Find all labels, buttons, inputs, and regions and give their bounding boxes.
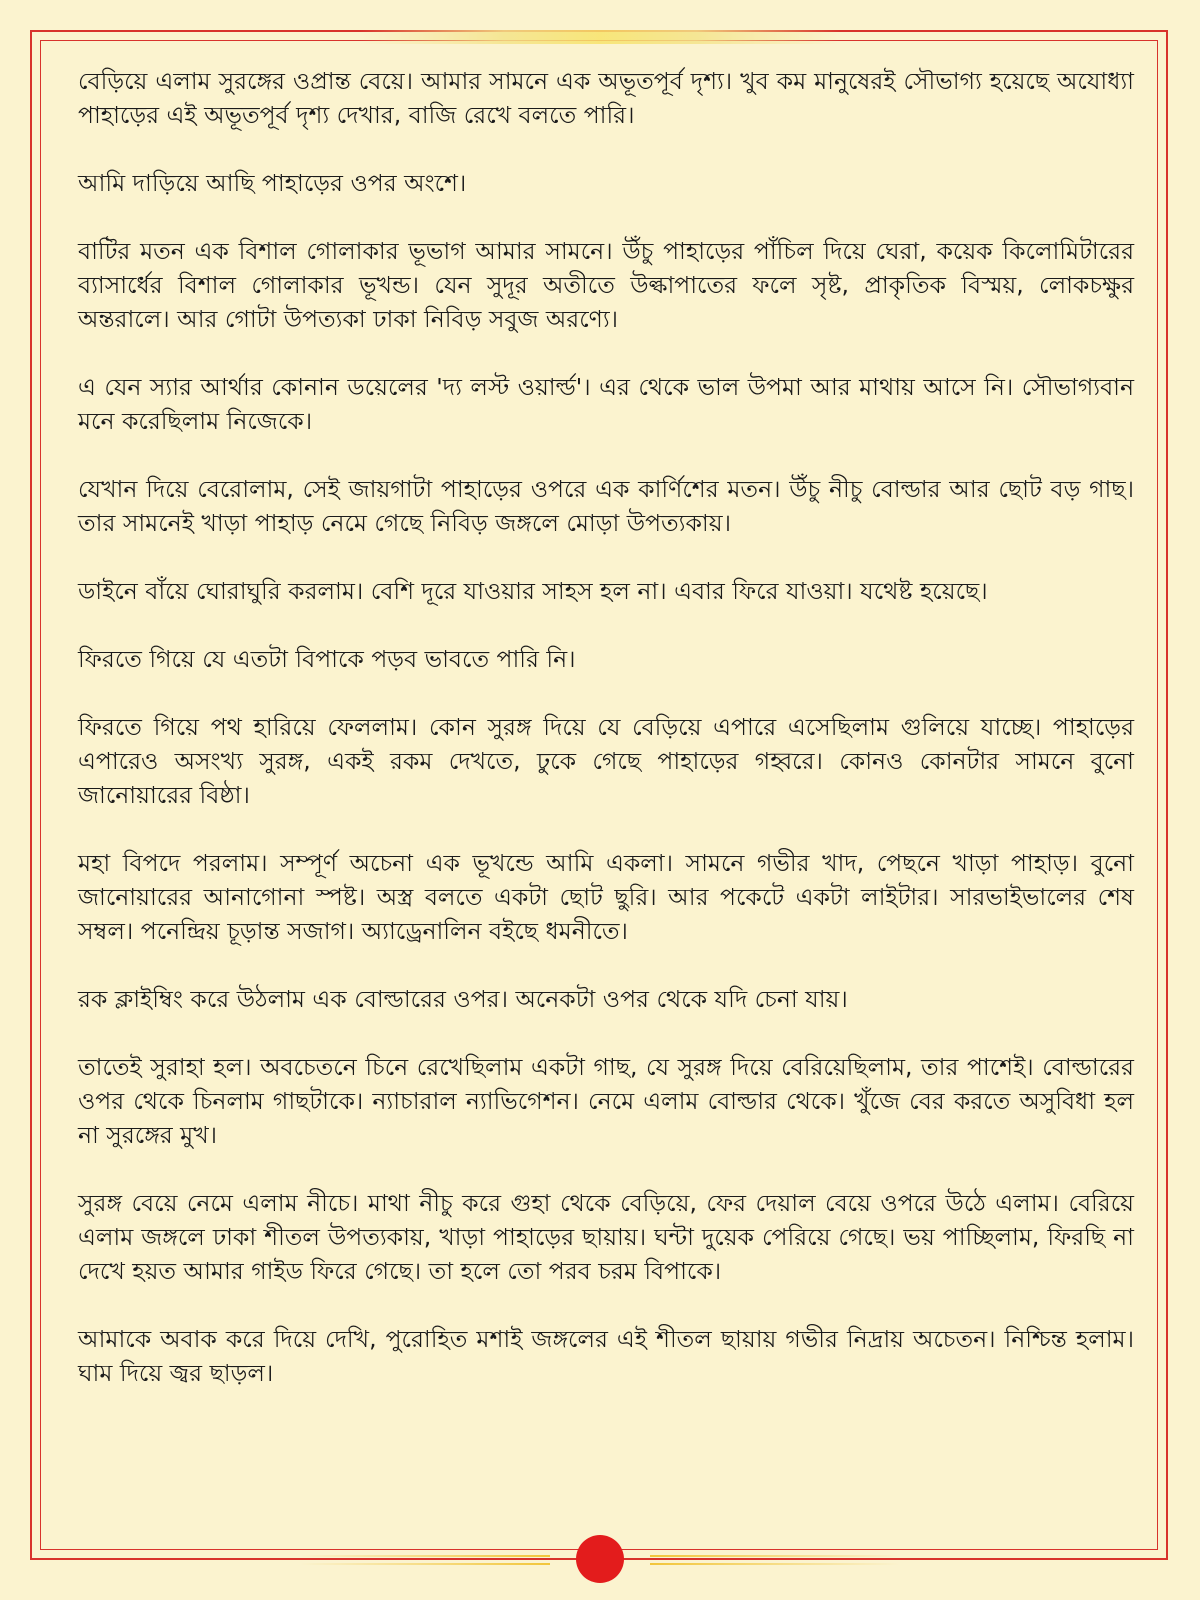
paragraph-2: আমি দাড়িয়ে আছি পাহাড়ের ওপর অংশে। bbox=[78, 169, 467, 197]
paragraph-3: বাটির মতন এক বিশাল গোলাকার ভূভাগ আমার সামনে। উঁচু পাহাড়ের পাঁচিল দিয়ে ঘেরা, কয়েক কিলোমিটারের ব্যাসার্ধের বিশাল গোলাকার ভূখন্ড। যেন সুদূর অতীতে উল্কাপাতের ফলে সৃষ্ট, প্রাকৃতিক বিস্ময়, লোকচক্ষুর অন্তরালে। আর গোটা উপত্যকা ঢাকা নিবিড় সবুজ অরণ্যে। bbox=[78, 237, 1134, 333]
paragraph-9: মহা বিপদে পরলাম। সম্পূর্ণ অচেনা এক ভূখন্ডে আমি একলা। সামনে গভীর খাদ, পেছনে খাড়া পাহাড়। বুনো জানোয়ারের আনাগোনা স্পষ্ট। অস্ত্র বলতে একটা ছোট ছুরি। আর পকেটে একটা লাইটার। সারভাইভালের শেষ সম্বল। পনেন্দ্রিয় চূড়ান্ত সজাগ। অ্যাড্রেনালিন বইছে ধমনীতে। bbox=[78, 849, 1134, 945]
paragraph-7: ফিরতে গিয়ে যে এতটা বিপাকে পড়ব ভাবতে পারি নি। bbox=[78, 645, 576, 673]
ornament-line-right-top bbox=[650, 1555, 900, 1557]
paragraph-12: সুরঙ্গ বেয়ে নেমে এলাম নীচে। মাথা নীচু করে গুহা থেকে বেড়িয়ে, ফের দেয়াল বেয়ে ওপরে উঠে এলাম। বেরিয়ে এলাম জঙ্গলে ঢাকা শীতল উপত্যকায়, খাড়া পাহাড়ের ছায়ায়। ঘন্টা দুয়েক পেরিয়ে গেছে। ভয় পাচ্ছিলাম, ফিরছি না দেখে হয়ত আমার গাইড ফিরে গেছে। তা হলে তো পরব চরম বিপাকে। bbox=[78, 1189, 1134, 1285]
ornament-line-left-bottom bbox=[300, 1563, 550, 1565]
ornament-line-left-top bbox=[300, 1555, 550, 1557]
ornament-line-right-bottom bbox=[650, 1563, 900, 1565]
paragraph-8: ফিরতে গিয়ে পথ হারিয়ে ফেললাম। কোন সুরঙ্গ দিয়ে যে বেড়িয়ে এপারে এসেছিলাম গুলিয়ে যাচ্ছে। পাহাড়ের এপারেও অসংখ্য সুরঙ্গ, একই রকম দেখতে, ঢুকে গেছে পাহাড়ের গহ্বরে। কোনও কোনটার সামনে বুনো জানোয়ারের বিষ্ঠা। bbox=[78, 713, 1134, 809]
paragraph-11: তাতেই সুরাহা হল। অবচেতনে চিনে রেখেছিলাম একটা গাছ, যে সুরঙ্গ দিয়ে বেরিয়েছিলাম, তার পাশেই। বোল্ডারের ওপর থেকে চিনলাম গাছটাকে। ন্যাচারাল ন্যাভিগেশন। নেমে এলাম বোল্ডার থেকে। খুঁজে বের করতে অসুবিধা হল না সুরঙ্গের মুখ। bbox=[78, 1053, 1134, 1149]
paragraph-10: রক ক্লাইম্বিং করে উঠলাম এক বোল্ডারের ওপর। অনেকটা ওপর থেকে যদি চেনা যায়। bbox=[78, 985, 848, 1013]
paragraph-13: আমাকে অবাক করে দিয়ে দেখি, পুরোহিত মশাই জঙ্গলের এই শীতল ছায়ায় গভীর নিদ্রায় অচেতন। নিশ্চিন্ত হলাম। ঘাম দিয়ে জ্বর ছাড়ল। bbox=[78, 1325, 1134, 1387]
red-dot-ornament bbox=[576, 1535, 624, 1583]
top-border-highlight bbox=[360, 30, 840, 44]
story-text bbox=[78, 64, 1134, 1424]
bottom-ornament bbox=[0, 1535, 1200, 1585]
paragraph-5: যেখান দিয়ে বেরোলাম, সেই জায়গাটা পাহাড়ের ওপরে এক কার্ণিশের মতন। উঁচু নীচু বোল্ডার আর ছোট বড় গাছ। তার সামনেই খাড়া পাহাড় নেমে গেছে নিবিড় জঙ্গলে মোড়া উপত্যকায়। bbox=[78, 475, 1134, 537]
paragraph-1: বেড়িয়ে এলাম সুরঙ্গের ওপ্রান্ত বেয়ে। আমার সামনে এক অভূতপূর্ব দৃশ্য। খুব কম মানুষেরই সৌভাগ্য হয়েছে অযোধ্যা পাহাড়ের এই অভূতপূর্ব দৃশ্য দেখার, বাজি রেখে বলতে পারি। bbox=[78, 67, 1134, 129]
paragraph-4: এ যেন স্যার আর্থার কোনান ডয়েলের 'দ্য লস্ট ওয়ার্ল্ড'। এর থেকে ভাল উপমা আর মাথায় আসে নি। সৌভাগ্যবান মনে করেছিলাম নিজেকে। bbox=[78, 373, 1134, 435]
paragraph-6: ডাইনে বাঁয়ে ঘোরাঘুরি করলাম। বেশি দূরে যাওয়ার সাহস হল না। এবার ফিরে যাওয়া। যথেষ্ট হয়েছে। bbox=[78, 577, 988, 605]
